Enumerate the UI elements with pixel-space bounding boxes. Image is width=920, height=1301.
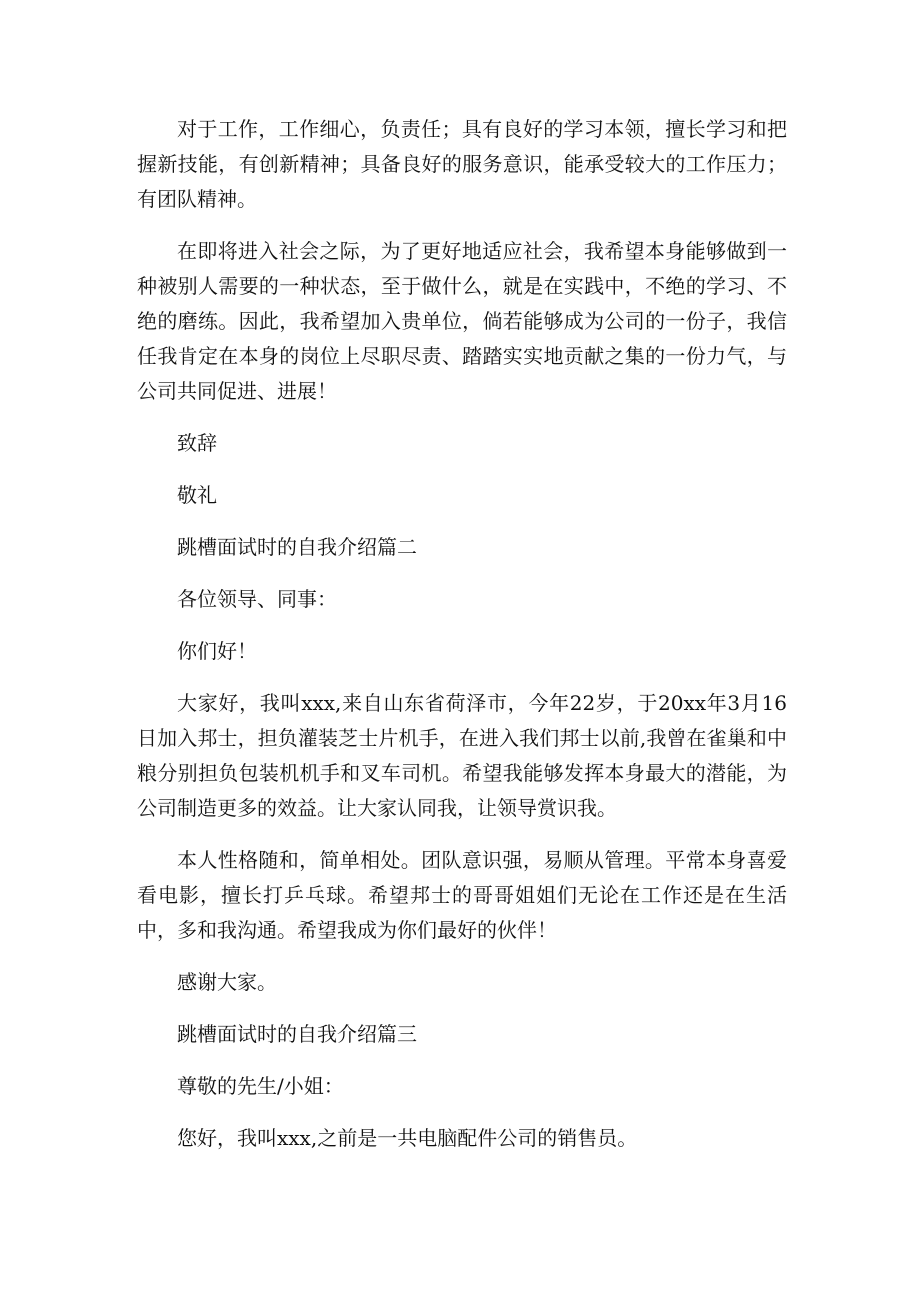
paragraph-introduction: 大家好，我叫xxx,来自山东省荷泽市，今年22岁，于20xx年3月16日加入邦士，担负灌装芝士片机手，在进入我们邦士以前,我曾在雀巢和中粮分别担负包装机机手和叉车司机。希望我能够发挥本身最大的潜能，为公司制造更多的效益。让大家认同我，让领导赏识我。 [137, 691, 787, 820]
paragraph-intro-sales: 您好，我叫xxx,之前是一共电脑配件公司的销售员。 [177, 1126, 638, 1150]
greeting-sir-madam: 尊敬的先生/小姐： [177, 1074, 344, 1098]
section-heading-2: 跳槽面试时的自我介绍篇二 [177, 535, 417, 559]
paragraph-personality: 本人性格随和，简单相处。团队意识强，易顺从管理。平常本身喜爱看电影，擅长打乒乓球。希望邦士的哥哥姐姐们无论在工作还是在生活中，多和我沟通。希望我成为你们最好的伙伴！ [137, 848, 787, 942]
greeting-leaders: 各位领导、同事： [177, 587, 337, 611]
closing-regards: 敬礼 [177, 483, 217, 507]
section-heading-3: 跳槽面试时的自我介绍篇三 [177, 1022, 417, 1046]
paragraph-career-hope: 在即将进入社会之际，为了更好地适应社会，我希望本身能够做到一种被别人需要的一种状态，至于做什么，就是在实践中，不绝的学习、不绝的磨练。因此，我希望加入贵单位，倘若能够成为公司的一份子，我信任我肯定在本身的岗位上尽职尽责、踏踏实实地贡献之集的一份力气，与公司共同促进、进展！ [137, 239, 787, 403]
document-body [137, 112, 787, 1173]
thanks-line: 感谢大家。 [177, 970, 277, 994]
closing-salutation: 致辞 [177, 431, 217, 455]
greeting-hello: 你们好！ [177, 639, 257, 663]
paragraph-work-attitude: 对于工作，工作细心，负责任；具有良好的学习本领，擅长学习和把握新技能，有创新精神；具备良好的服务意识，能承受较大的工作压力；有团队精神。 [137, 117, 787, 211]
